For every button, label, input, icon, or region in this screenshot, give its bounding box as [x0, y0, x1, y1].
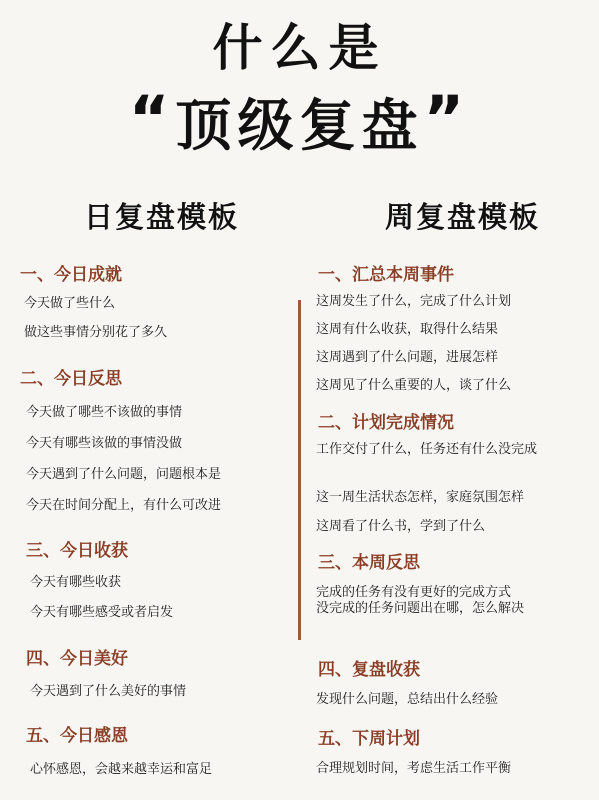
daily-item: 今天在时间分配上，有什么可改进 [26, 498, 222, 513]
daily-item: 今天遇到了什么美好的事情 [30, 684, 187, 699]
daily-item: 今天遇到了什么问题，问题根本是 [26, 467, 222, 482]
daily-item: 今天做了哪些不该做的事情 [26, 405, 183, 420]
weekly-section-title: 三、本周反思 [318, 553, 420, 573]
close-quote: ” [423, 82, 471, 155]
daily-section-title: 三、今日收获 [26, 541, 128, 561]
weekly-template-heading: 周复盘模板 [385, 200, 541, 234]
daily-item: 心怀感恩，会越来越幸运和富足 [30, 762, 213, 777]
daily-section-title: 四、今日美好 [26, 649, 128, 669]
daily-section-title: 二、今日反思 [20, 369, 122, 389]
daily-item: 今天做了些什么 [24, 296, 116, 311]
weekly-item: 这周看了什么书，学到了什么 [316, 519, 486, 534]
weekly-item: 这周遇到了什么问题，进展怎样 [316, 350, 499, 365]
daily-section-title: 一、今日成就 [20, 265, 122, 285]
page-title-line2 [0, 82, 599, 162]
page-title-main: 顶级复盘 [175, 94, 424, 159]
weekly-section-title: 二、计划完成情况 [318, 413, 454, 433]
weekly-item: 这周发生了什么，完成了什么计划 [316, 294, 512, 309]
weekly-item: 工作交付了什么，任务还有什么没完成 [316, 442, 538, 457]
daily-item: 今天有哪些收获 [30, 575, 122, 590]
weekly-item: 完成的任务有没有更好的完成方式 [316, 585, 512, 600]
daily-section-title: 五、今日感恩 [26, 726, 128, 746]
weekly-section-title: 一、汇总本周事件 [318, 265, 454, 285]
open-quote: “ [128, 82, 176, 155]
weekly-item: 这周见了什么重要的人，谈了什么 [316, 378, 512, 393]
weekly-item: 合理规划时间，考虑生活工作平衡 [316, 761, 512, 776]
daily-template-heading: 日复盘模板 [84, 200, 240, 234]
weekly-item: 没完成的任务问题出在哪，怎么解决 [316, 601, 525, 616]
column-divider [298, 300, 301, 640]
daily-item: 今天有哪些该做的事情没做 [26, 436, 183, 451]
weekly-section-title: 五、下周计划 [318, 729, 420, 749]
weekly-item: 发现什么问题，总结出什么经验 [316, 692, 499, 707]
daily-item: 做这些事情分别花了多久 [24, 325, 168, 340]
weekly-item: 这一周生活状态怎样，家庭氛围怎样 [316, 490, 525, 505]
page-title-line1: 什么是 [212, 19, 387, 77]
weekly-section-title: 四、复盘收获 [318, 660, 420, 680]
daily-item: 今天有哪些感受或者启发 [30, 605, 174, 620]
weekly-item: 这周有什么收获，取得什么结果 [316, 322, 499, 337]
